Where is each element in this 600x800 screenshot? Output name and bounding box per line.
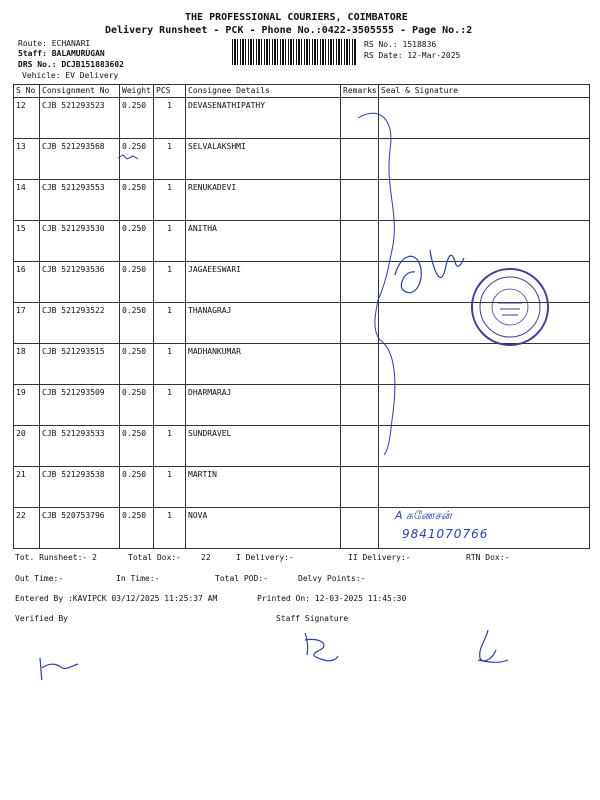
cell-weight: 0.250 <box>120 303 154 344</box>
tot-runsheet: Tot. Runsheet:- 2 <box>15 553 97 562</box>
rs-date: RS Date: 12-Mar-2025 <box>364 51 461 60</box>
total-pod: Total POD:- <box>215 574 268 583</box>
col-seal: Seal & Signature <box>379 85 590 98</box>
cell-weight: 0.250 <box>120 344 154 385</box>
cell-consignment: CJB 521293523 <box>40 98 120 139</box>
cell-pcs: 1 <box>154 385 186 426</box>
cell-consignment: CJB 521293538 <box>40 467 120 508</box>
verified-signature <box>40 658 78 680</box>
rtn-dox: RTN Dox:- <box>466 553 510 562</box>
verified-by: Verified By <box>15 614 68 623</box>
staff-signature-label: Staff Signature <box>276 614 349 623</box>
cell-pcs: 1 <box>154 467 186 508</box>
col-pcs: PCS <box>154 85 186 98</box>
cell-sno: 16 <box>14 262 40 303</box>
cell-sno: 13 <box>14 139 40 180</box>
cell-weight: 0.250 <box>120 221 154 262</box>
route-label: Route: ECHANARI <box>18 39 91 48</box>
col-remarks: Remarks <box>341 85 379 98</box>
total-dox-label: Total Dox:- <box>128 553 181 562</box>
cell-consignee: MADHANKUMAR <box>186 344 341 385</box>
cell-pcs: 1 <box>154 221 186 262</box>
drs-label: DRS No.: DCJB151883602 <box>18 60 124 69</box>
printed-on: Printed On: 12-03-2025 11:45:30 <box>257 594 407 603</box>
cell-consignment: CJB 521293530 <box>40 221 120 262</box>
cell-consignment: CJB 521293568 <box>40 139 120 180</box>
cell-sno: 12 <box>14 98 40 139</box>
cell-pcs: 1 <box>154 508 186 549</box>
cell-pcs: 1 <box>154 180 186 221</box>
i-delivery: I Delivery:- <box>236 553 294 562</box>
entered-by: Entered By :KAVIPCK 03/12/2025 11:25:37 AM <box>15 594 218 603</box>
cell-weight: 0.250 <box>120 262 154 303</box>
cell-sno: 18 <box>14 344 40 385</box>
signature-mark <box>395 250 464 293</box>
cell-pcs: 1 <box>154 98 186 139</box>
cell-consignment: CJB 520753796 <box>40 508 120 549</box>
cell-weight: 0.250 <box>120 426 154 467</box>
cell-weight: 0.250 <box>120 385 154 426</box>
cell-consignee: MARTIN <box>186 467 341 508</box>
cell-pcs: 1 <box>154 303 186 344</box>
runsheet-title: Delivery Runsheet - PCK - Phone No.:0422-3505555 - Page No.:2 <box>105 25 473 36</box>
cell-pcs: 1 <box>154 139 186 180</box>
cell-sno: 14 <box>14 180 40 221</box>
cell-consignment: CJB 521293515 <box>40 344 120 385</box>
signature-scribble <box>358 113 395 455</box>
cell-weight: 0.250 <box>120 467 154 508</box>
out-time: Out Time:- <box>15 574 64 583</box>
cell-consignee: DHARMARAJ <box>186 385 341 426</box>
cell-consignee: RENUKADEVI <box>186 180 341 221</box>
cell-sno: 20 <box>14 426 40 467</box>
cell-consignment: CJB 521293536 <box>40 262 120 303</box>
cell-consignee: DEVASENATHIPATHY <box>186 98 341 139</box>
cell-consignee: NOVA <box>186 508 341 549</box>
in-time: In Time:- <box>116 574 160 583</box>
company-title: THE PROFESSIONAL COURIERS, COIMBATORE <box>185 12 408 23</box>
cell-consignee: THANAGRAJ <box>186 303 341 344</box>
cell-consignee: JAGAEESWARI <box>186 262 341 303</box>
cell-weight: 0.250 <box>120 180 154 221</box>
col-weight: Weight <box>120 85 154 98</box>
delvy-points: Delvy Points:- <box>298 574 366 583</box>
cell-pcs: 1 <box>154 426 186 467</box>
cell-sno: 19 <box>14 385 40 426</box>
cell-consignment: CJB 521293533 <box>40 426 120 467</box>
staff-label: Staff: BALAMURUGAN <box>18 49 105 58</box>
cell-consignment: CJB 521293522 <box>40 303 120 344</box>
total-dox-value: 22 <box>201 553 211 562</box>
cell-weight: 0.250 <box>120 508 154 549</box>
cell-weight: 0.250 <box>120 98 154 139</box>
staff-signature-mark <box>305 633 338 661</box>
cell-pcs: 1 <box>154 344 186 385</box>
handwritten-phone: 9841070766 <box>402 527 489 541</box>
cell-pcs: 1 <box>154 262 186 303</box>
cell-consignee: ANITHA <box>186 221 341 262</box>
cell-sno: 17 <box>14 303 40 344</box>
small-scribble <box>118 155 138 159</box>
cell-consignment: CJB 521293509 <box>40 385 120 426</box>
handwritten-name: A கணேசன் <box>395 509 452 522</box>
cell-consignee: SELVALAKSHMI <box>186 139 341 180</box>
initial-mark <box>478 630 508 662</box>
col-consignee: Consignee Details <box>186 85 341 98</box>
ii-delivery: II Delivery:- <box>348 553 411 562</box>
cell-weight: 0.250 <box>120 139 154 180</box>
cell-consignment: CJB 521293553 <box>40 180 120 221</box>
rs-number: RS No.: 1518836 <box>364 40 437 49</box>
col-sno: S No <box>14 85 40 98</box>
vehicle-label: Vehicle: EV Delivery <box>22 71 119 80</box>
cell-sno: 15 <box>14 221 40 262</box>
cell-consignee: SUNDRAVEL <box>186 426 341 467</box>
cell-sno: 21 <box>14 467 40 508</box>
col-consignment: Consignment No <box>40 85 120 98</box>
seal-stamp <box>472 269 548 345</box>
cell-sno: 22 <box>14 508 40 549</box>
